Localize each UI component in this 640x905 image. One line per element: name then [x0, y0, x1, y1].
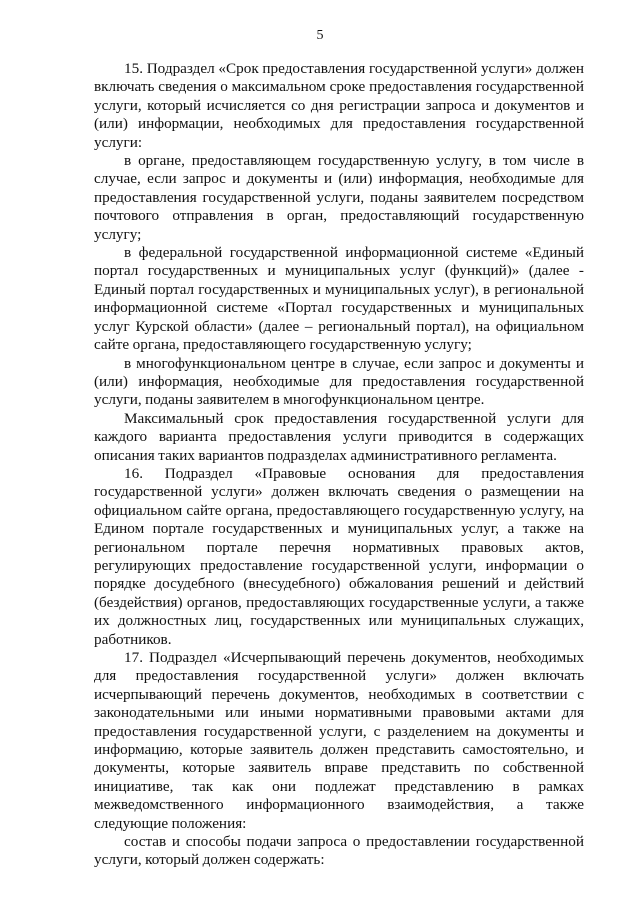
paragraph-section-16: 16. Подраздел «Правовые основания для предоставления государственной услуги» должен включать сведения о размещении на официальном сайте органа, предоставляющего государственную услугу, на Едином портале государственных и муниципальных услуг, а также на региональном портале перечня нормативных правовых актов, регулирующих предоставление государственной услуги, информации о порядке досудебного (внесудебного) обжалования решений и действий (бездействия) органов, предоставляющих государственные услуги, а также их должностных лиц, государственных или муниципальных служащих, работников. [94, 464, 584, 648]
page-number: 5 [316, 28, 324, 43]
paragraph-request-composition: состав и способы подачи запроса о предоставлении государственной услуги, который должен содержать: [94, 833, 584, 869]
document-body [94, 60, 584, 870]
paragraph-in-authority: в органе, предоставляющем государственную услугу, в том числе в случае, если запрос и документы и (или) информация, необходимые для предоставления государственной услуги, поданы заявителем посредством почтового отправления в орган, предоставляющий государственную услугу; [94, 152, 584, 243]
paragraph-section-17: 17. Подраздел «Исчерпывающий перечень документов, необходимых для предоставления государственной услуги» должен включать исчерпывающий перечень документов, необходимых в соответствии с законодательными или иными нормативными правовыми актами для предоставления государственной услуги, с разделением на документы и информацию, которые заявитель должен представить самостоятельно, и документы, которые заявитель вправе представить по собственной инициативе, так как они подлежат представлению в рамках межведомственного информационного взаимодействия, а также следующие положения: [94, 649, 584, 832]
paragraph-section-15: 15. Подраздел «Срок предоставления государственной услуги» должен включать сведения о максимальном сроке предоставления государственной услуги, который исчисляется со дня регистрации запроса и документов и (или) информации, необходимых для предоставления государственной услуги: [94, 60, 584, 151]
paragraph-max-term: Максимальный срок предоставления государственной услуги для каждого варианта предоставления услуги приводится в содержащих описания таких вариантов подразделах административного регламента. [94, 409, 584, 464]
paragraph-in-mfc: в многофункциональном центре в случае, если запрос и документы и (или) информация, необходимые для предоставления государственной услуги, поданы заявителем в многофункциональном центре. [94, 354, 584, 409]
paragraph-in-portal: в федеральной государственной информационной системе «Единый портал государственных и муниципальных услуг (функций)» (далее - Единый портал государственных и муниципальных услуг), в региональной информационной системе «Портал государственных и муниципальных услуг Курской области» (далее – региональный портал), на официальном сайте органа, предоставляющего государственную услугу; [94, 244, 584, 354]
